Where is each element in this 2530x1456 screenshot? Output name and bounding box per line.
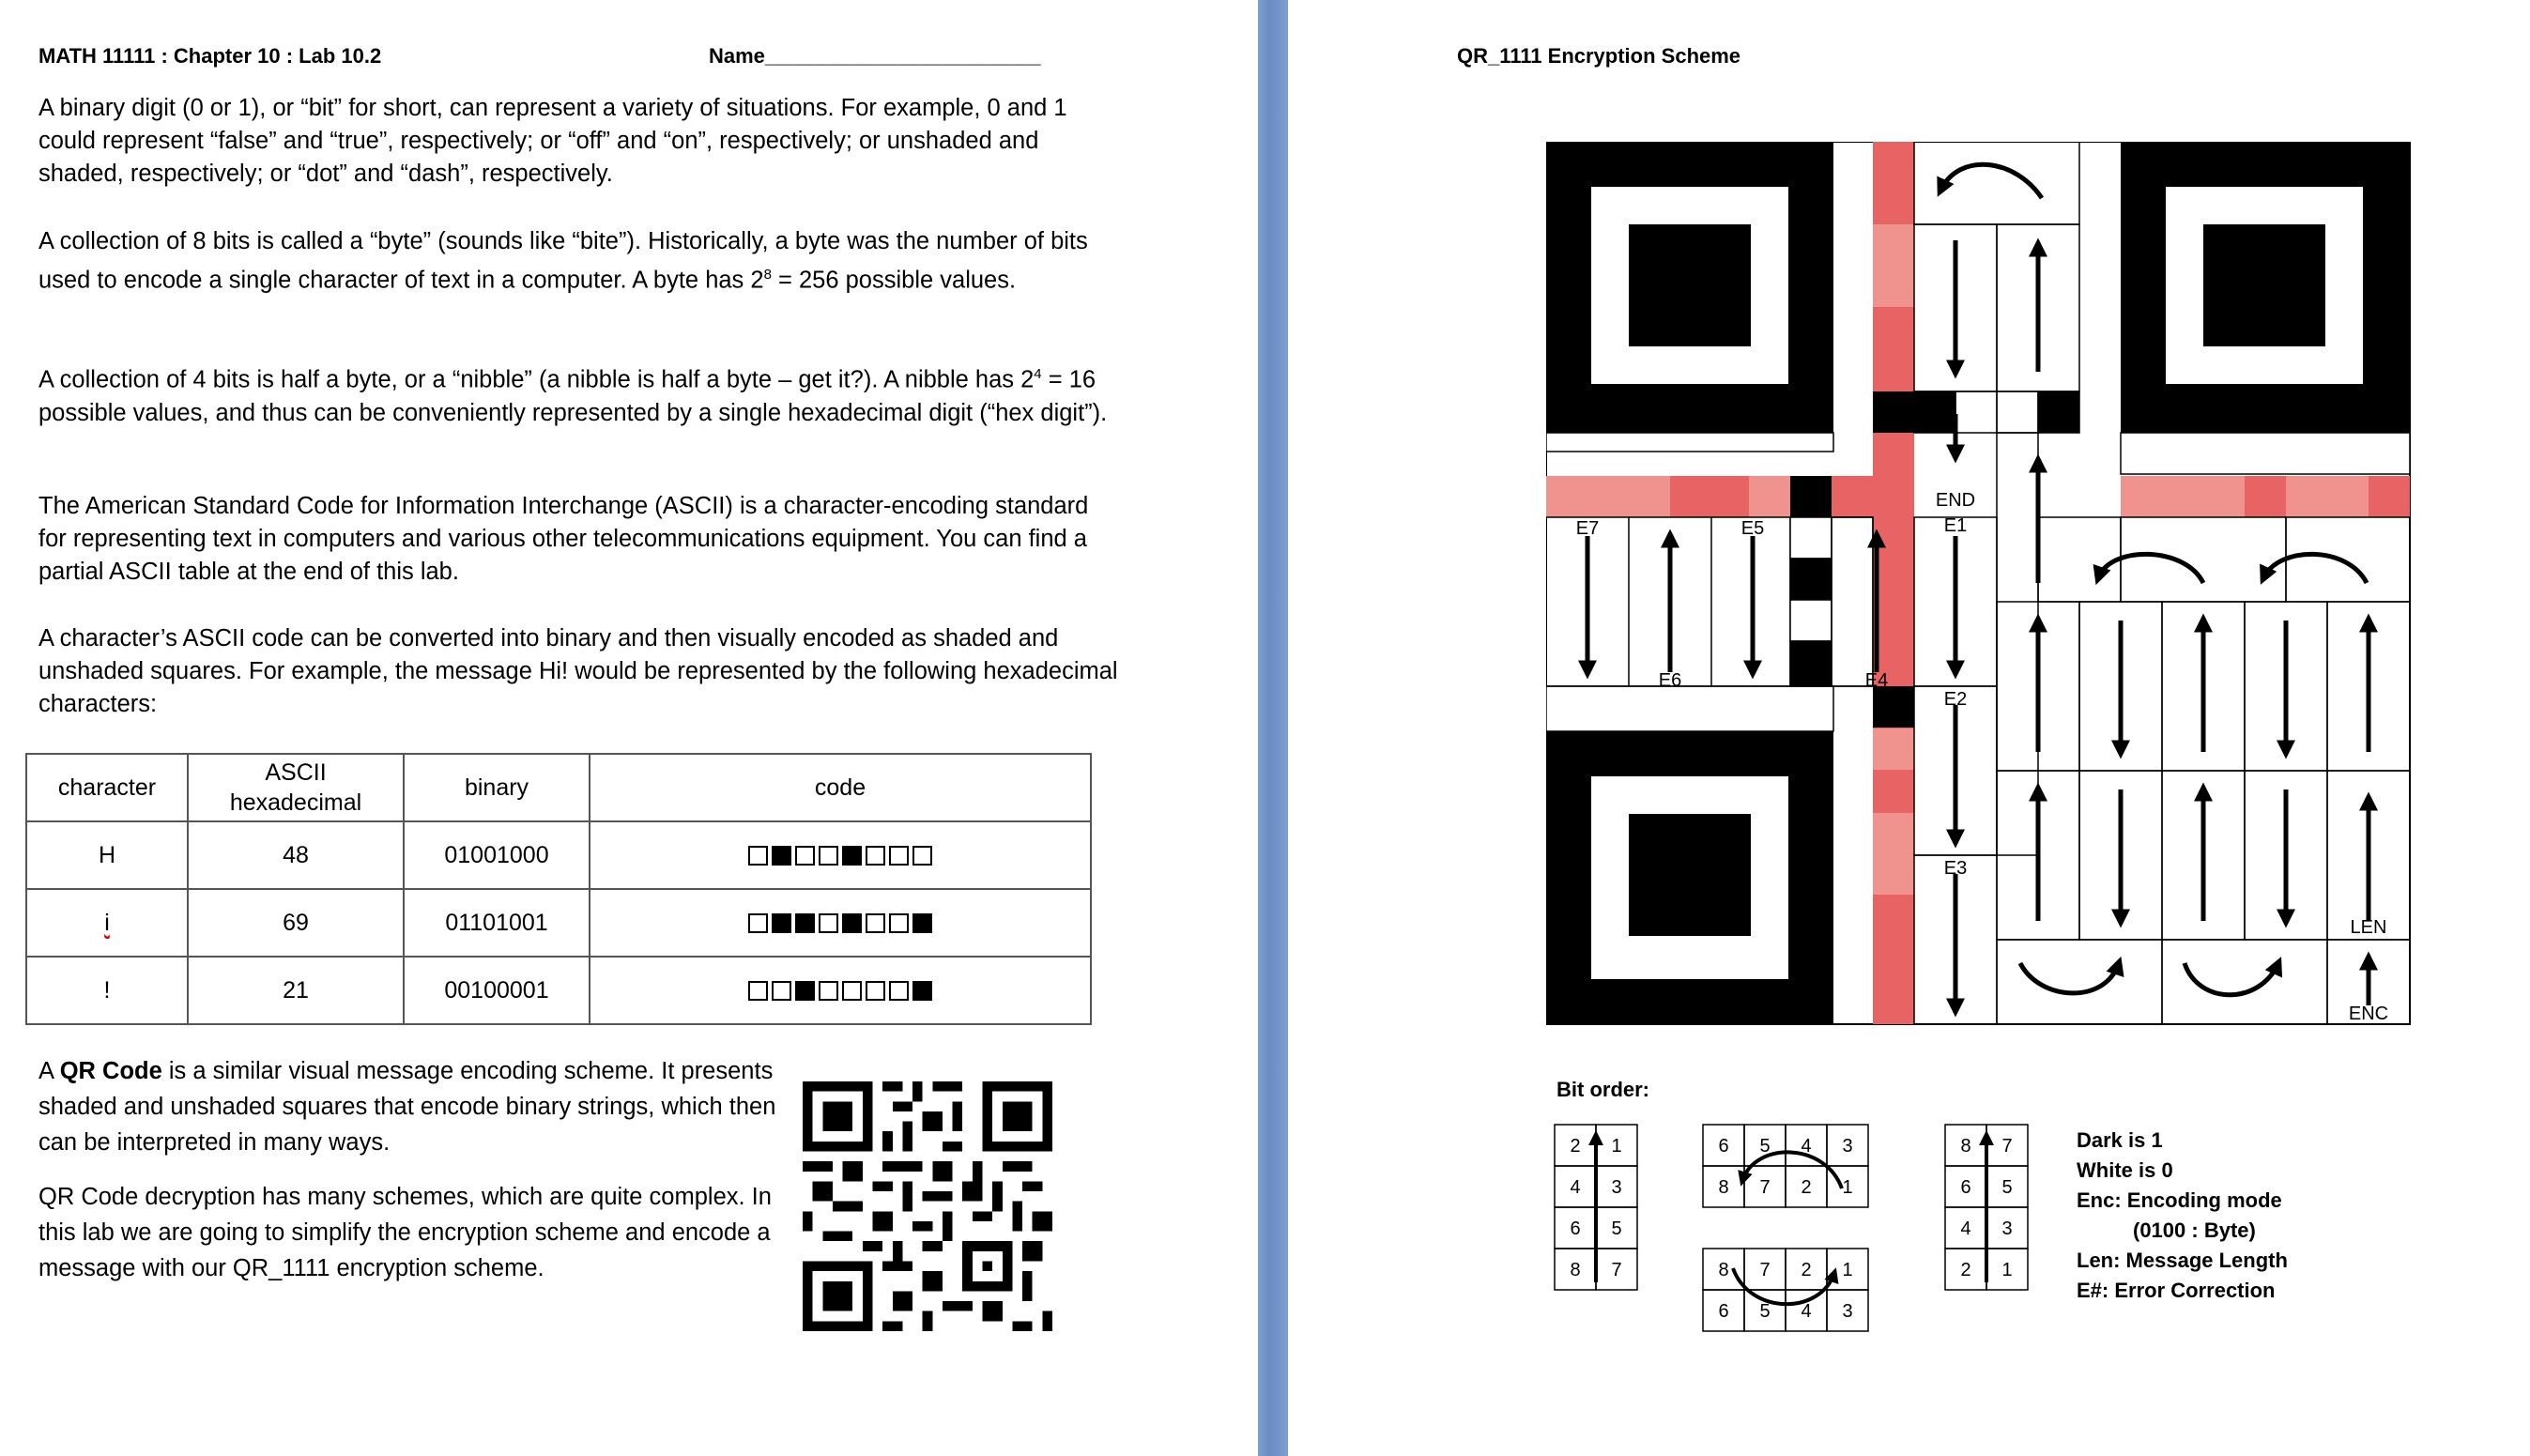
page-gutter [1258, 0, 1288, 1456]
unshaded-square [795, 846, 815, 866]
col-character: character [26, 754, 188, 821]
finder-top-left [1546, 142, 1833, 433]
svg-text:6: 6 [1718, 1301, 1729, 1322]
legend-enc: Enc: Encoding mode [2077, 1188, 2282, 1212]
unshaded-square [889, 981, 909, 1001]
unshaded-square [842, 981, 862, 1001]
label-e5: E5 [1740, 518, 1765, 539]
qr-scheme-diagram [1546, 142, 2457, 1034]
label-e6: E6 [1658, 670, 1682, 691]
unshaded-square [819, 846, 838, 866]
cell-binary: 01001000 [404, 821, 590, 889]
unshaded-square [748, 846, 768, 866]
paragraph-qr-scheme: QR Code decryption has many schemes, which are quite complex. In this lab we are going to simplify the encryption scheme and encode a message with our QR_1111 encryption scheme. [38, 1184, 772, 1281]
svg-text:5: 5 [2001, 1177, 2013, 1198]
svg-text:1: 1 [1842, 1177, 1853, 1198]
finder-top-right [2121, 142, 2410, 433]
cell-hex: 69 [188, 889, 404, 957]
label-e2: E2 [1943, 689, 1968, 710]
table-row [26, 957, 1091, 1024]
paragraph-ascii: The American Standard Code for Information Interchange (ASCII) is a character-encoding standard for representing text in computers and various other telecommunications equipment. You can find a partial ASCII table at the end of this lab. [38, 493, 1089, 585]
svg-text:3: 3 [1842, 1301, 1853, 1322]
svg-text:6: 6 [1718, 1136, 1729, 1157]
right-page [1288, 0, 2530, 1456]
svg-text:4: 4 [1960, 1218, 1971, 1239]
paragraph-byte: A collection of 8 bits is called a “byte” (sounds like “bite”). Historically, a byte was the number of bits used to encode a single character of text in a computer. A byte has $2^8 = 256$ possible values. [38, 228, 1088, 294]
cell-binary: 00100001 [404, 957, 590, 1024]
svg-text:8: 8 [1718, 1260, 1729, 1280]
col-binary: binary [404, 754, 590, 821]
svg-text:2: 2 [1801, 1177, 1812, 1198]
scheme-header: QR_1111 Encryption Scheme [1457, 44, 1741, 68]
svg-text:6: 6 [1960, 1177, 1971, 1198]
unshaded-square [819, 913, 838, 933]
table-header-row [26, 754, 1091, 821]
svg-text:2: 2 [1801, 1260, 1812, 1280]
shaded-square [912, 981, 932, 1001]
legend-len: Len: Message Length [2077, 1249, 2288, 1272]
unshaded-square [866, 981, 885, 1001]
table-row [26, 821, 1091, 889]
svg-text:3: 3 [1842, 1136, 1853, 1157]
shaded-square [795, 913, 815, 933]
svg-text:4: 4 [1570, 1177, 1581, 1198]
label-end: END [1935, 490, 1976, 511]
shaded-square [772, 846, 791, 866]
cell-binary: 01101001 [404, 889, 590, 957]
name-field[interactable]: Name________________________ [709, 44, 1041, 68]
table-row [26, 889, 1091, 957]
svg-text:8: 8 [1570, 1260, 1581, 1280]
left-page [0, 0, 1258, 1456]
cell-code [590, 889, 1091, 957]
unshaded-square [748, 913, 768, 933]
paragraph-nibble: A collection of 4 bits is half a byte, or a “nibble” (a nibble is half a byte – get it?). A nibble has $2^4 = 16$ possible values, and thus can be conveniently represented by a single hexadecimal digit (“hex digit”). [38, 366, 1108, 426]
svg-text:7: 7 [1759, 1177, 1771, 1198]
svg-text:8: 8 [1960, 1136, 1971, 1157]
cell-code [590, 821, 1091, 889]
bit-order-label: Bit order: [1556, 1078, 1649, 1101]
svg-text:8: 8 [1718, 1177, 1729, 1198]
unshaded-square [866, 913, 885, 933]
finder-bottom-left [1546, 731, 1833, 1024]
cell-character: i [26, 889, 188, 957]
legend-dark: Dark is 1 [2077, 1128, 2163, 1152]
paragraph-qr-intro: A QR Code is a similar visual message encoding scheme. It presents shaded and unshaded squares that encode binary strings, which then can be interpreted in many ways. [38, 1058, 776, 1156]
cell-hex: 21 [188, 957, 404, 1024]
svg-text:5: 5 [1759, 1136, 1771, 1157]
svg-text:7: 7 [2001, 1136, 2013, 1157]
col-ascii-hex: ASCII hexadecimal [188, 754, 404, 821]
svg-text:5: 5 [1611, 1218, 1622, 1239]
svg-text:2: 2 [1570, 1136, 1581, 1157]
unshaded-square [866, 846, 885, 866]
svg-text:3: 3 [2001, 1218, 2013, 1239]
legend-enc-byte: (0100 : Byte) [2133, 1218, 2256, 1242]
cell-character: ! [26, 957, 188, 1024]
svg-text:7: 7 [1759, 1260, 1771, 1280]
cell-hex: 48 [188, 821, 404, 889]
svg-text:6: 6 [1570, 1218, 1581, 1239]
unshaded-square [889, 846, 909, 866]
lab-header: MATH 11111 : Chapter 10 : Lab 10.2 [38, 44, 382, 68]
label-e7: E7 [1575, 518, 1600, 539]
svg-text:1: 1 [1842, 1260, 1853, 1280]
label-enc: ENC [2348, 1004, 2389, 1024]
unshaded-square [819, 981, 838, 1001]
shaded-square [912, 913, 932, 933]
unshaded-square [748, 981, 768, 1001]
ascii-table [25, 753, 1092, 1025]
label-e3: E3 [1943, 858, 1968, 879]
svg-text:7: 7 [1611, 1260, 1622, 1280]
label-e1: E1 [1943, 515, 1968, 536]
legend-white: White is 0 [2077, 1158, 2173, 1182]
svg-text:3: 3 [1611, 1177, 1622, 1198]
bit-order-diagrams [1553, 1123, 2116, 1339]
label-e4: E4 [1864, 670, 1889, 691]
col-code: code [590, 754, 1091, 821]
paragraph-bit: A binary digit (0 or 1), or “bit” for short, can represent a variety of situations. For example, 0 and 1 could represent “false” and “true”, respectively; or “off” and “on”, respectively; or unshaded and shaded, respectively; or “dot” and “dash”, respectively. [38, 95, 1067, 187]
svg-text:1: 1 [1611, 1136, 1622, 1157]
svg-text:4: 4 [1801, 1301, 1812, 1322]
svg-text:1: 1 [2001, 1260, 2013, 1280]
shaded-square [842, 913, 862, 933]
shaded-square [795, 981, 815, 1001]
unshaded-square [889, 913, 909, 933]
svg-text:4: 4 [1801, 1136, 1812, 1157]
paragraph-encoding: A character’s ASCII code can be converted into binary and then visually encoded as shaded and unshaded squares. For example, the message Hi! would be represented by the following hexadecimal characters: [38, 625, 1118, 717]
qr-code-image [803, 1081, 1052, 1331]
shaded-square [772, 913, 791, 933]
cell-character: H [26, 821, 188, 889]
shaded-square [842, 846, 862, 866]
unshaded-square [912, 846, 932, 866]
unshaded-square [772, 981, 791, 1001]
legend-error-correction: E#: Error Correction [2077, 1279, 2276, 1302]
svg-text:5: 5 [1759, 1301, 1771, 1322]
svg-text:2: 2 [1960, 1260, 1971, 1280]
cell-code [590, 957, 1091, 1024]
label-len: LEN [2350, 917, 2387, 938]
